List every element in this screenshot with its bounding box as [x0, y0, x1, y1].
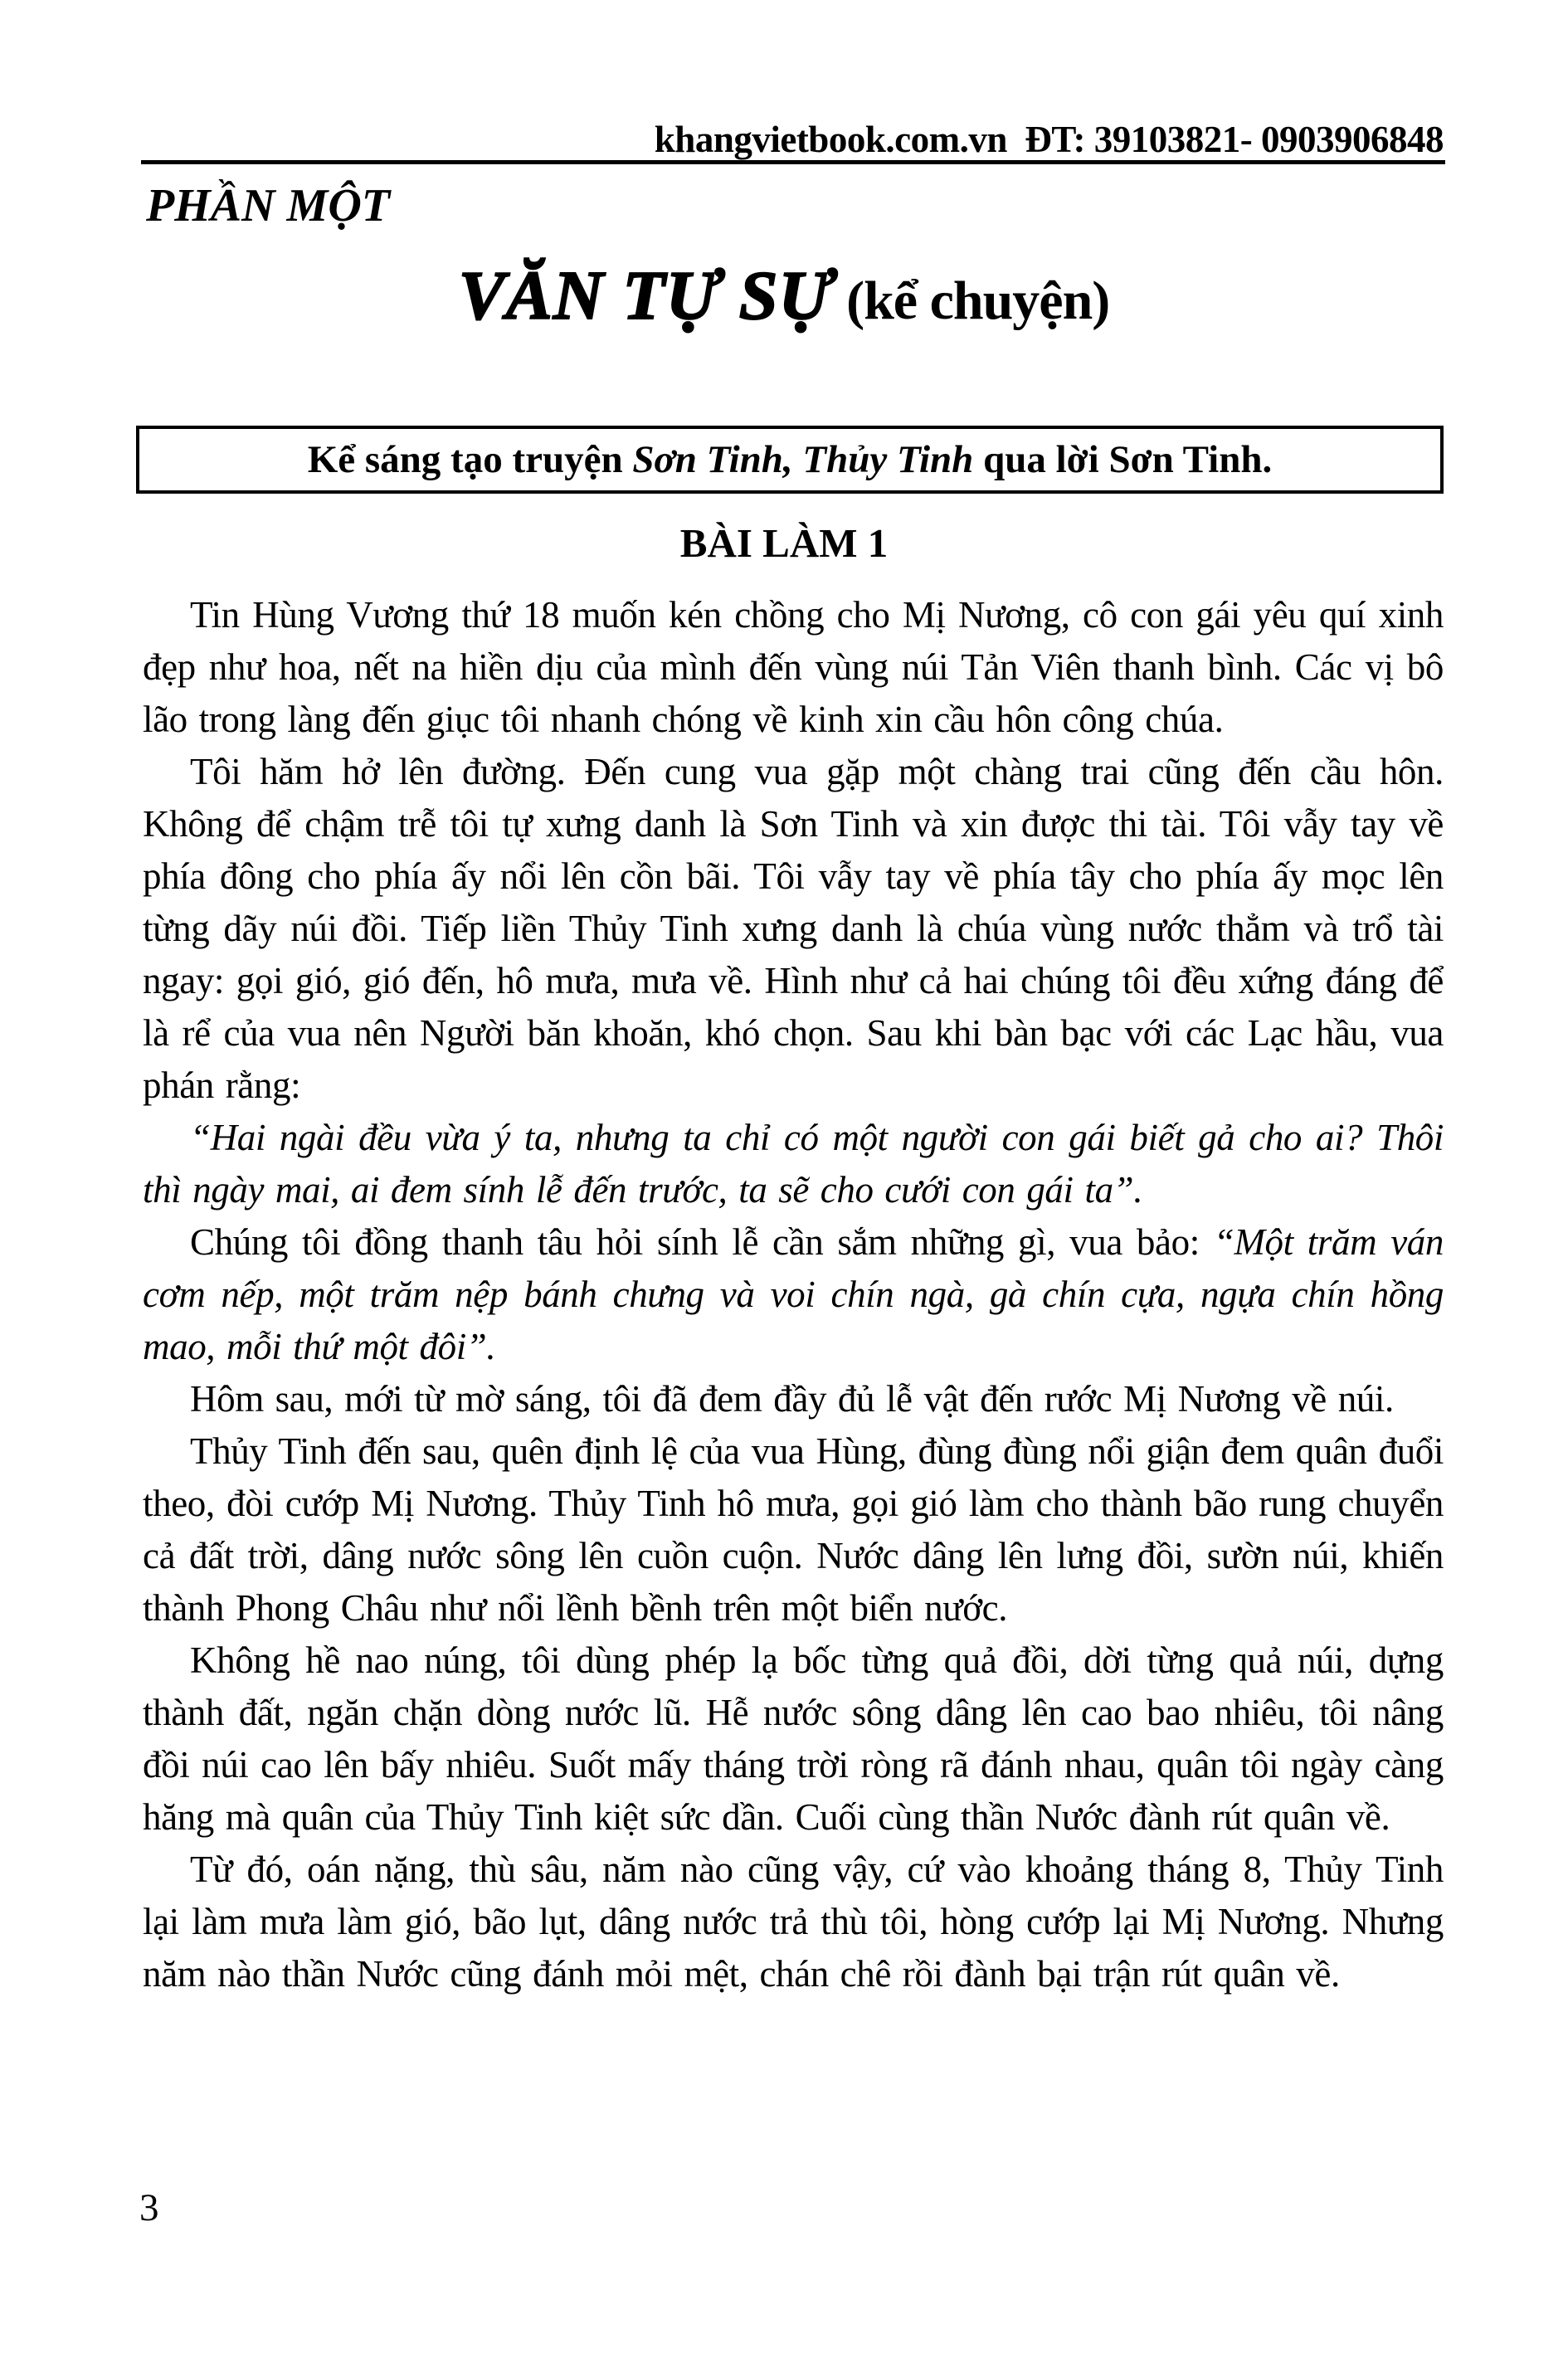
text-run: Kể sáng tạo truyện: [307, 438, 633, 481]
paragraph: [143, 746, 1444, 1112]
part-label: PHẦN MỘT: [146, 180, 390, 231]
text-run: qua lời Sơn Tinh.: [973, 438, 1273, 481]
assignment-box: [136, 426, 1444, 494]
paragraph: [143, 589, 1444, 746]
paragraph: [143, 1425, 1444, 1634]
page-number: 3: [139, 2186, 159, 2229]
text-run: Từ đó, oán nặng, thù sâu, năm nào cũng vậy, cứ vào khoảng tháng 8, Thủy Tinh lại làm mưa làm gió, bão lụt, dâng nước trả thù tôi, hòng cướp lại Mị Nương. Nhưng năm nào thần Nước cũng đánh mỏi mệt, chán chê rồi đành bại trận rút quân về.: [143, 1849, 1444, 1995]
doc-title-main: VĂN TỰ SỰ: [458, 257, 834, 334]
text-run: Không hề nao núng, tôi dùng phép lạ bốc từng quả đồi, dời từng quả núi, dựng thành đất, ngăn chặn dòng nước lũ. Hễ nước sông dâng lên cao bao nhiêu, tôi nâng đồi núi cao lên bấy nhiêu. Suốt mấy tháng trời ròng rã đánh nhau, quân tôi ngày càng hăng mà quân của Thủy Tinh kiệt sức dần. Cuối cùng thần Nước đành rút quân về.: [143, 1639, 1444, 1838]
site-header: khangvietbook.com.vn ĐT: 39103821- 0903906848: [654, 119, 1444, 160]
paragraph: [143, 1634, 1444, 1844]
text-run: “Một trăm ván cơm nếp, một trăm nệp bánh chưng và voi chín ngà, gà chín cựa, ngựa chín hồng mao, mỗi thứ một đôi”.: [143, 1221, 1444, 1367]
paragraph: [143, 1373, 1444, 1425]
section-heading: BÀI LÀM 1: [679, 520, 889, 566]
text-run: Tôi hăm hở lên đường. Đến cung vua gặp một chàng trai cũng đến cầu hôn. Không để chậm trễ tôi tự xưng danh là Sơn Tinh và xin được thi tài. Tôi vẫy tay về phía đông cho phía ấy nổi lên cồn bãi. Tôi vẫy tay về phía tây cho phía ấy mọc lên từng dãy núi đồi. Tiếp liền Thủy Tinh xưng danh là chúa vùng nước thẳm và trổ tài ngay: gọi gió, gió đến, hô mưa, mưa về. Hình như cả hai chúng tôi đều xứng đáng để là rể của vua nên Người băn khoăn, khó chọn. Sau khi bàn bạc với các Lạc hầu, vua phán rằng:: [143, 751, 1444, 1106]
doc-title: [0, 256, 1568, 336]
text-run: Chúng tôi đồng thanh tâu hỏi sính lễ cần sắm những gì, vua bảo:: [190, 1221, 1214, 1263]
doc-title-sub: (kể chuyện): [833, 270, 1110, 331]
paragraph: [143, 1112, 1444, 1216]
text-run: Thủy Tinh đến sau, quên định lệ của vua Hùng, đùng đùng nổi giận đem quân đuổi theo, đòi cướp Mị Nương. Thủy Tinh hô mưa, gọi gió làm cho thành bão rung chuyển cả đất trời, dâng nước sông lên cuồn cuộn. Nước dâng lên lưng đồi, sườn núi, khiến thành Phong Châu như nổi lềnh bềnh trên một biển nước.: [143, 1430, 1444, 1629]
text-run: Sơn Tinh, Thủy Tinh: [632, 438, 974, 481]
paragraph: [143, 1844, 1444, 2000]
paragraph: [143, 1216, 1444, 1373]
essay-body: [143, 589, 1444, 2000]
text-run: Tin Hùng Vương thứ 18 muốn kén chồng cho Mị Nương, cô con gái yêu quí xinh đẹp như hoa, nết na hiền dịu của mình đến vùng núi Tản Viên thanh bình. Các vị bô lão trong làng đến giục tôi nhanh chóng về kinh xin cầu hôn công chúa.: [143, 594, 1444, 740]
text-run: Hôm sau, mới từ mờ sáng, tôi đã đem đầy đủ lễ vật đến rước Mị Nương về núi.: [190, 1378, 1394, 1420]
header-rule: [141, 160, 1445, 164]
text-run: “Hai ngài đều vừa ý ta, nhưng ta chỉ có một người con gái biết gả cho ai? Thôi thì ngày mai, ai đem sính lễ đến trước, ta sẽ cho cưới con gái ta”.: [143, 1117, 1444, 1211]
